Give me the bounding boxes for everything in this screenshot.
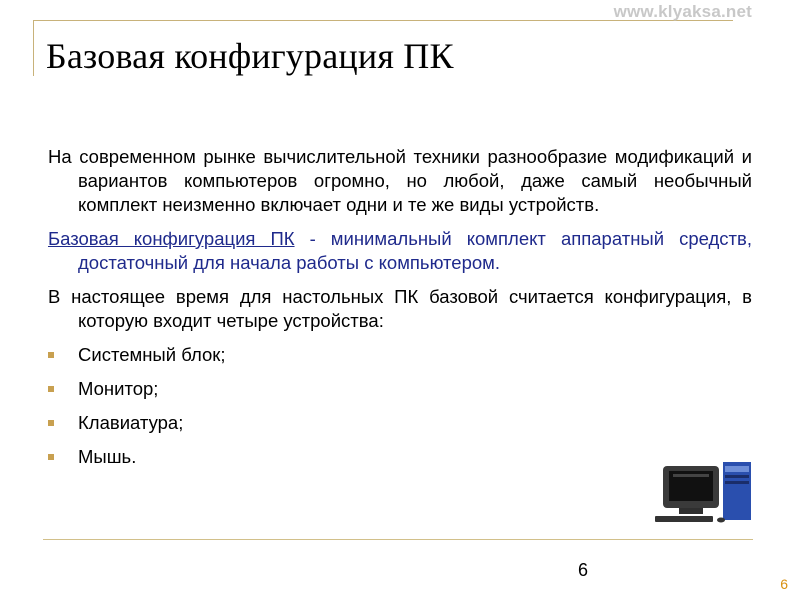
bullet-icon xyxy=(48,420,54,426)
list-item-label: Системный блок; xyxy=(78,344,226,365)
keyboard xyxy=(655,516,713,522)
list-item xyxy=(48,411,752,435)
mouse xyxy=(717,518,725,523)
watermark: www.klyaksa.net xyxy=(613,2,752,21)
definition-text: - минимальный комплект аппаратный средств, достаточный для начала работы с компьютером. xyxy=(78,228,752,273)
list-item-label: Клавиатура; xyxy=(78,412,184,433)
slide-body xyxy=(48,145,752,479)
list-item xyxy=(48,343,752,367)
paragraph-intro: На современном рынке вычислительной техники разнообразие модификаций и вариантов компьютеров огромно, но любой, даже самый необычный комплект неизменно включает одни и те же виды устройств. xyxy=(48,146,752,215)
paragraph-definition xyxy=(48,227,752,275)
bullet-icon xyxy=(48,454,54,460)
desktop-computer-picture xyxy=(645,458,760,526)
list-item xyxy=(48,377,752,401)
definition-link[interactable]: Базовая конфигурация ПК xyxy=(48,228,295,249)
page-number: 6 xyxy=(578,560,589,580)
list-item-label: Монитор; xyxy=(78,378,159,399)
paragraph-devices: В настоящее время для настольных ПК базовой считается конфигурация, в которую входит четыре устройства: xyxy=(48,286,752,331)
slide-title: Базовая конфигурация ПК xyxy=(46,36,454,76)
left-decor-line xyxy=(33,20,34,76)
list-item-label: Мышь. xyxy=(78,446,137,467)
bullet-icon xyxy=(48,352,54,358)
bottom-divider xyxy=(43,539,753,540)
bullet-icon xyxy=(48,386,54,392)
device-list xyxy=(48,343,752,469)
page-number-corner: 6 xyxy=(780,576,788,592)
